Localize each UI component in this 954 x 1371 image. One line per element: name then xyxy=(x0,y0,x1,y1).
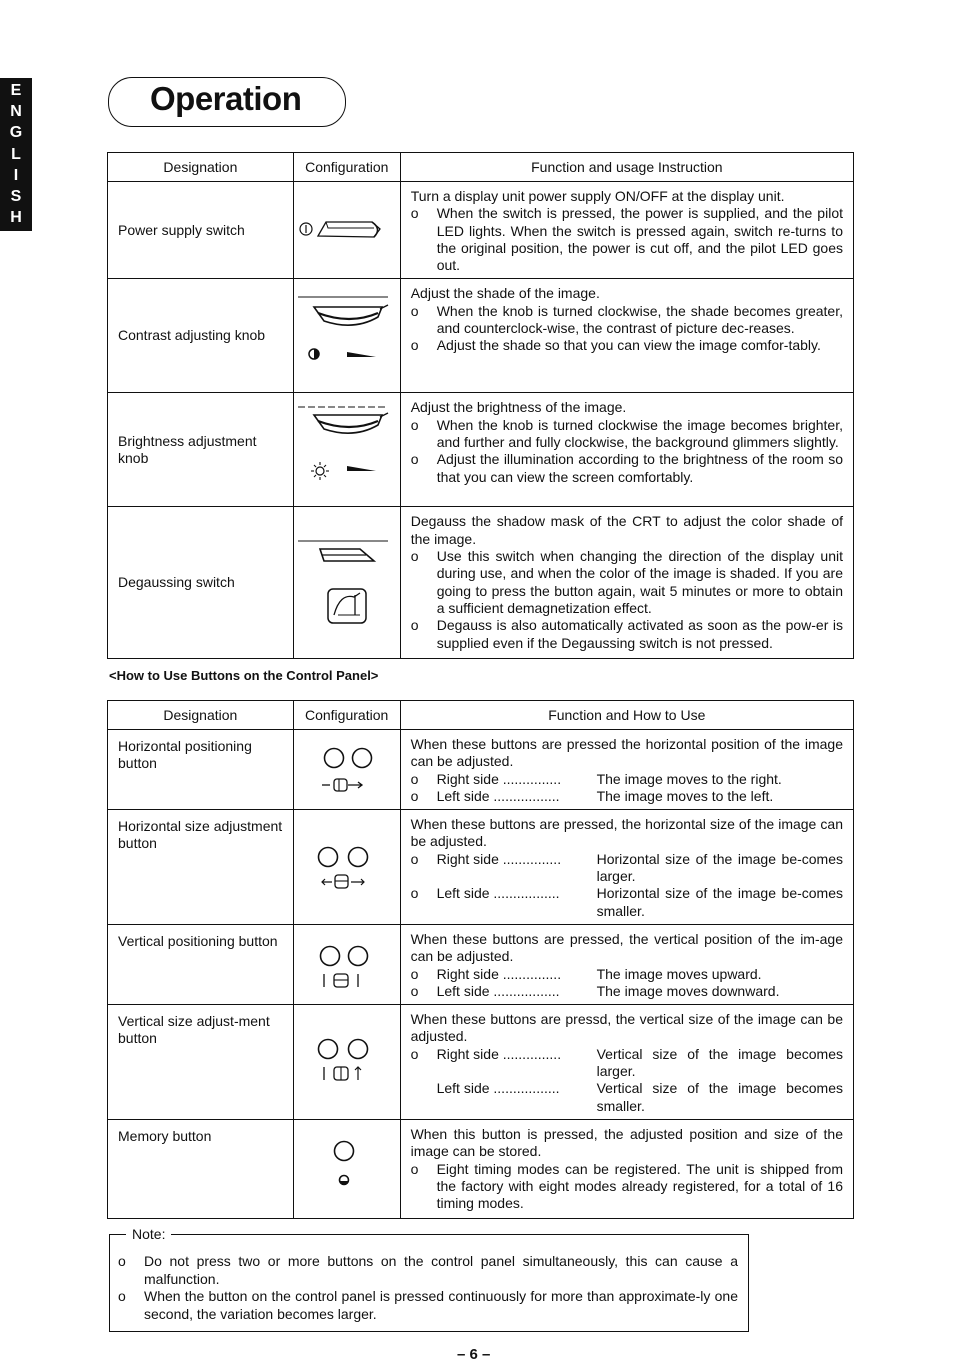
side-tab-letter: N xyxy=(10,103,22,121)
column-header: Function and How to Use xyxy=(400,701,853,730)
list-item: Left side ................. Vertical size of the image becomes smaller. xyxy=(436,1080,843,1114)
column-header: Designation xyxy=(108,153,294,182)
list-item: o Right side ............... The image moves to the right. xyxy=(410,770,782,787)
function-cell xyxy=(400,507,853,659)
bullet-mark: o xyxy=(118,1253,126,1269)
list-item: o Right side ............... Vertical size of the image becomes larger. xyxy=(410,1045,843,1080)
function-cell xyxy=(400,182,853,279)
table-row xyxy=(108,507,854,659)
brightness-knob-icon xyxy=(293,393,400,507)
function-intro: When these buttons are pressd, the vertical size of the image can be adjusted. xyxy=(410,1011,843,1045)
bullet-mark: o xyxy=(410,451,419,468)
bullet-item: o When the switch is pressed, the power is supplied, and the pilot LED lights. When the switch is pressed again, switch re-turns to the original position, the power is cut off, and the pilot LED goes out. xyxy=(410,205,843,274)
vertical-size-buttons-icon xyxy=(293,1005,400,1120)
table-header-row xyxy=(108,701,854,730)
bullet-item: o Adjust the shade so that you can view the image comfor-tably. xyxy=(410,337,821,354)
side-tab-letter: G xyxy=(9,124,23,142)
function-cell xyxy=(400,924,853,1004)
page-number: – 6 – xyxy=(457,1346,491,1363)
bullet-mark: o xyxy=(410,205,419,222)
function-intro: When these buttons are pressed the horizontal position of the image can be adjusted. xyxy=(410,736,843,770)
table-row xyxy=(108,1119,854,1218)
note-item: o Do not press two or more buttons on the control panel simultaneously, this can cause a malfunction. xyxy=(118,1253,738,1287)
function-intro: Turn a display unit power supply ON/OFF at the display unit. xyxy=(410,188,785,204)
designation-cell: Horizontal positioning button xyxy=(108,730,294,810)
note-item: o When the button on the control panel is pressed continuously for more than approximate-ly one second, the variation becomes larger. xyxy=(118,1288,738,1322)
bullet-mark: o xyxy=(118,1288,126,1304)
column-header: Designation xyxy=(108,701,294,730)
language-tab-english xyxy=(0,78,32,231)
list-item: o Left side ................. The image moves to the left. xyxy=(410,787,774,804)
function-cell xyxy=(400,279,853,393)
memory-button-icon xyxy=(293,1119,400,1218)
degauss-switch-icon xyxy=(293,507,400,659)
power-switch-icon xyxy=(293,182,400,279)
designation-cell: Degaussing switch xyxy=(108,507,294,659)
bullet-item: o Use this switch when changing the direction of the display unit during use, and when the color of the image is shaded. If you are going to press the button again, wait 5 minutes or more to obtain a sufficient demagnetization effect. xyxy=(410,548,843,616)
function-intro: When these buttons are pressed, the vertical position of the im-age can be adjusted. xyxy=(410,930,843,965)
table-row xyxy=(108,279,854,393)
function-intro: Adjust the shade of the image. xyxy=(410,285,600,302)
vertical-position-buttons-icon xyxy=(293,924,400,1004)
column-header: Configuration xyxy=(293,153,400,182)
bullet-mark: o xyxy=(410,1160,419,1177)
designation-cell: Horizontal size adjustment button xyxy=(108,810,294,925)
horizontal-size-buttons-icon xyxy=(293,810,400,925)
designation-cell: Vertical size adjust-ment button xyxy=(108,1005,294,1120)
list-item: o Right side ............... Horizontal size of the image be-comes larger. xyxy=(410,850,843,885)
function-intro: When this button is pressed, the adjusted position and size of the image can be stored. xyxy=(410,1125,843,1160)
function-intro: Adjust the brightness of the image. xyxy=(410,399,627,416)
bullet-item: o Adjust the illumination according to the brightness of the room so that you can view the screen comfortably. xyxy=(410,451,843,485)
bullet-item: o When the knob is turned clockwise the image becomes brighter, and further and fully clockwise, the background glimmers slightly. xyxy=(410,416,843,451)
designation-cell: Power supply switch xyxy=(108,182,294,279)
side-tab-letter: H xyxy=(10,208,22,226)
bullet-mark: o xyxy=(410,337,419,354)
bullet-mark: o xyxy=(410,548,419,565)
table-row xyxy=(108,393,854,507)
bullet-mark: o xyxy=(410,302,419,319)
side-tab-letter: S xyxy=(10,187,22,205)
operation-table xyxy=(107,152,854,659)
function-intro: When these buttons are pressed, the horizontal size of the image can be adjusted. xyxy=(410,816,843,850)
side-tab-letter: L xyxy=(11,145,21,163)
table-header-row xyxy=(108,153,854,182)
side-tab-letter: E xyxy=(10,82,22,100)
column-header: Configuration xyxy=(293,701,400,730)
function-cell xyxy=(400,810,853,925)
note-box xyxy=(109,1226,749,1332)
table-row xyxy=(108,924,854,1004)
designation-cell: Contrast adjusting knob xyxy=(108,279,294,393)
list-item: o Left side ................. The image moves downward. xyxy=(410,982,780,999)
function-intro: Degauss the shadow mask of the CRT to adjust the color shade of the image. xyxy=(410,513,843,547)
side-tab-letter: I xyxy=(13,166,19,184)
note-label: Note: xyxy=(126,1226,171,1244)
designation-cell: Memory button xyxy=(108,1119,294,1218)
list-item: o Right side ............... The image moves upward. xyxy=(410,965,762,982)
contrast-knob-icon xyxy=(293,279,400,393)
page-title: Operation xyxy=(150,80,302,117)
table-row xyxy=(108,1005,854,1120)
designation-cell: Brightness adjustment knob xyxy=(108,393,294,507)
section-subheading: <How to Use Buttons on the Control Panel> xyxy=(109,668,379,683)
list-item: o Left side ................. Horizontal size of the image be-comes smaller. xyxy=(410,885,843,919)
table-row xyxy=(108,730,854,810)
horizontal-position-buttons-icon xyxy=(293,730,400,810)
function-cell xyxy=(400,393,853,507)
table-row xyxy=(108,182,854,279)
function-cell xyxy=(400,1119,853,1218)
bullet-item: o Degauss is also automatically activated as soon as the pow-er is supplied even if the Degaussing switch is not pressed. xyxy=(410,617,843,651)
table-row xyxy=(108,810,854,925)
function-cell xyxy=(400,1005,853,1120)
bullet-item: o Eight timing modes can be registered. The unit is shipped from the factory with eight modes already registered, for a total of 16 timing modes. xyxy=(410,1160,843,1212)
column-header: Function and usage Instruction xyxy=(400,153,853,182)
designation-cell: Vertical positioning button xyxy=(108,924,294,1004)
bullet-mark: o xyxy=(410,416,419,433)
bullet-item: o When the knob is turned clockwise, the shade becomes greater, and counterclock-wise, the contrast of picture dec-reases. xyxy=(410,302,843,337)
bullet-mark: o xyxy=(410,617,419,634)
control-panel-table xyxy=(107,700,854,1219)
function-cell xyxy=(400,730,853,810)
